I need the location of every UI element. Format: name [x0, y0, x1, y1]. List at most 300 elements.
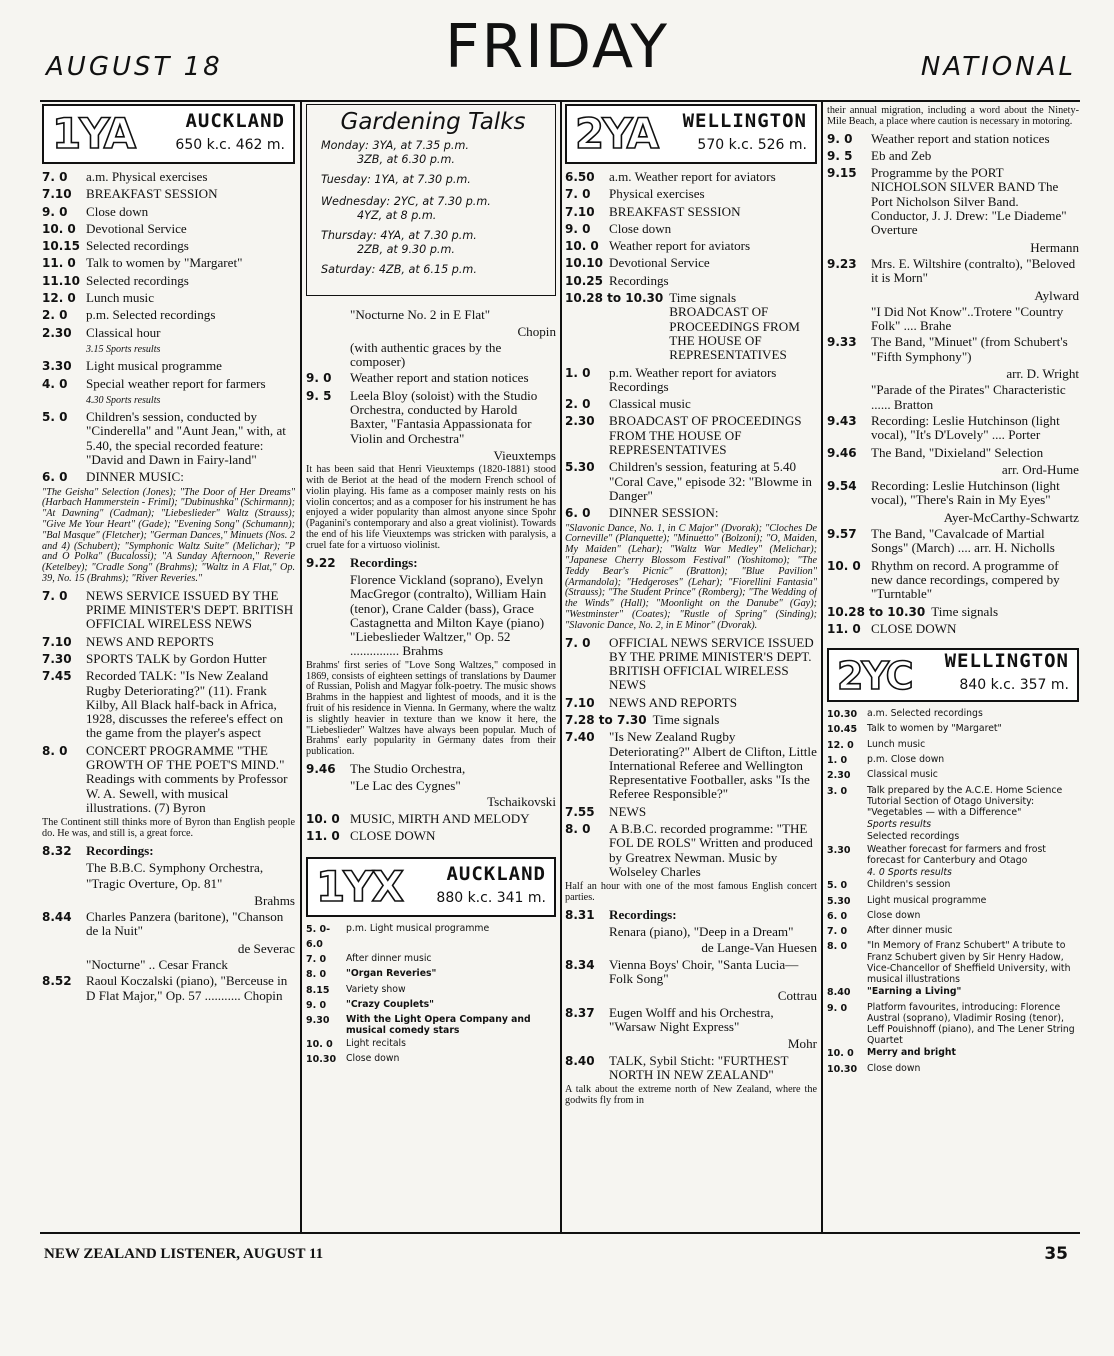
gardening-talk-line-2: 2ZB, at 9.30 p.m.	[357, 243, 455, 257]
station-block-2ya	[565, 104, 817, 164]
programme-time: 7.10	[565, 204, 595, 219]
programme-entry	[565, 805, 817, 819]
programme-time: 10. 0	[306, 811, 340, 826]
programme-time: 9.54	[827, 479, 857, 494]
programme-entry	[306, 389, 556, 446]
programme-time: 2. 0	[565, 397, 591, 412]
programme-note: their annual migration, including a word about the Ninety-Mile Beach, a place where caution is necessary in motoring.	[827, 105, 1079, 127]
programme-continuation: Vieuxtemps	[493, 447, 556, 463]
programme-entry	[565, 908, 817, 922]
programme-time: 5.30	[565, 460, 595, 475]
programme-time: 1. 0	[565, 365, 591, 380]
programme-title: Selected recordings	[86, 238, 189, 254]
programme-title: Recording: Leslie Hutchinson (light vocal), "It's D'Lovely" .... Porter	[871, 412, 1060, 443]
programme-time: 5. 0	[827, 880, 848, 892]
programme-entry	[565, 205, 817, 219]
programme-title: Recordings	[609, 272, 669, 288]
programme-entry	[42, 377, 295, 391]
programme-time: 8.32	[42, 843, 72, 858]
gardening-talks-schedule	[321, 139, 545, 277]
column-divider	[300, 100, 302, 1232]
programme-entry	[42, 326, 295, 340]
programme-title: Recordings:	[86, 842, 154, 858]
programme-entry	[42, 187, 295, 201]
programme-time: 1. 0	[827, 754, 848, 766]
station-logo: 1YA	[52, 109, 135, 158]
programme-time: 10. 0	[42, 221, 76, 236]
programme-time: 3.30	[827, 844, 851, 856]
column-divider	[821, 100, 823, 1232]
programme-list	[565, 170, 817, 1107]
programme-title: Devotional Service	[609, 255, 710, 271]
programme-continuation: de Severac	[237, 940, 295, 956]
programme-entry	[827, 925, 1079, 939]
programme-time: 9.30	[306, 1015, 330, 1027]
programme-entry	[827, 414, 1079, 443]
programme-entry	[42, 669, 295, 740]
programme-title: BREAKFAST SESSION	[609, 203, 741, 219]
programme-title: After dinner music	[346, 952, 432, 964]
programme-title: "Is New Zealand Rugby Deteriorating?" Albert de Clifton, Little International Referee and Wellington Representative Footballer, asks "Is the Referee Responsible?"	[609, 729, 817, 802]
gardening-talk-line-2: 3ZB, at 6.30 p.m.	[357, 153, 455, 167]
programme-time: 8.40	[565, 1053, 595, 1068]
programme-entry	[306, 923, 556, 952]
programme-entry	[42, 291, 295, 305]
programme-list-small	[306, 923, 556, 1067]
programme-entry	[565, 291, 817, 362]
programme-time: 8.15	[306, 984, 330, 996]
programme-time: 7. 0	[42, 588, 68, 603]
programme-time: 10.28 to 10.30	[827, 604, 926, 619]
programme-time: 11. 0	[42, 256, 76, 271]
programme-time: 11. 0	[306, 829, 340, 844]
programme-time: 9. 0	[827, 1002, 848, 1014]
programme-entry	[42, 170, 295, 184]
programme-time: 10.30	[827, 709, 858, 721]
programme-time: 3.30	[42, 359, 72, 374]
station-logo: 2YA	[575, 109, 658, 158]
programme-title: Time signals	[652, 711, 720, 727]
programme-entry	[306, 1014, 556, 1036]
programme-title: Weather report and station notices	[350, 370, 529, 386]
programme-time: 7.10	[42, 187, 72, 202]
programme-time: 2.30	[827, 770, 851, 782]
programme-title: Recordings:	[350, 554, 418, 570]
programme-title: Talk prepared by the A.C.E. Home Science Tutorial Section of Otago University: "Vegetables — with a Difference"	[867, 784, 1063, 818]
programme-time: 9.15	[827, 166, 857, 181]
programme-entry	[827, 1002, 1079, 1047]
programme-entry	[306, 953, 556, 967]
programme-entry	[827, 785, 1079, 819]
programme-continuation: Renara (piano), "Deep in a Dream"	[609, 924, 794, 940]
programme-entry	[827, 257, 1079, 286]
gardening-talk-line: Tuesday: 1YA, at 7.30 p.m.	[321, 173, 471, 187]
programme-entry	[827, 622, 1079, 636]
programme-title: Weather report and station notices	[871, 130, 1050, 146]
programme-title: The Band, "Minuet" (from Schubert's "Fifth Symphony")	[871, 334, 1068, 364]
programme-title: Close down	[867, 909, 921, 921]
programme-entry	[827, 867, 1079, 878]
programme-entry	[565, 1054, 817, 1083]
programme-entry	[827, 166, 1079, 237]
programme-entry	[306, 999, 556, 1013]
programme-title: "Crazy Couplets"	[346, 998, 435, 1010]
programme-title: Classical hour	[86, 324, 161, 340]
programme-time: 5. 0-6.0	[306, 924, 331, 950]
programme-time: 9. 5	[306, 388, 332, 403]
programme-time: 11.10	[42, 273, 80, 288]
programme-title: Mrs. E. Wiltshire (contralto), "Beloved it is Morn"	[871, 255, 1076, 286]
programme-title: p.m. Selected recordings	[86, 307, 216, 323]
programme-time: 9. 0	[306, 371, 332, 386]
programme-time: 9.46	[306, 761, 336, 776]
programme-time: 9.23	[827, 256, 857, 271]
programme-entry	[42, 635, 295, 649]
programme-title: Close down	[86, 203, 149, 219]
programme-entry	[306, 762, 556, 776]
programme-entry	[306, 968, 556, 982]
programme-title: A B.B.C. recorded programme: "THE FOL DE ROLS" Written and produced by Greatrex Newman. Music by Wolseley Charles	[609, 821, 813, 879]
programme-entry	[42, 359, 295, 373]
programme-title: Programme by the PORT NICHOLSON SILVER BAND The Port Nicholson Silver Band. Conductor, J. J. Drew: "Le Diademe" Overture	[871, 165, 1067, 238]
programme-entry	[42, 274, 295, 288]
programme-entry	[42, 589, 295, 632]
programme-entry	[565, 239, 817, 253]
programme-continuation: The B.B.C. Symphony Orchestra,	[86, 860, 264, 876]
programme-time: 10.28 to 10.30	[565, 291, 664, 306]
station-logo: 1YX	[316, 862, 403, 912]
footer-page-number: 35	[1044, 1244, 1068, 1264]
programme-time: 10. 0	[306, 1038, 333, 1050]
programme-title: Close down	[867, 1062, 921, 1074]
programme-time: 11. 0	[827, 621, 861, 636]
programme-title: The Band, "Cavalcade of Martial Songs" (March) .... arr. H. Nicholls	[871, 526, 1055, 556]
programme-entry	[827, 831, 1079, 842]
programme-continuation: (with authentic graces by the composer)	[350, 339, 502, 370]
programme-time: 8.52	[42, 974, 72, 989]
programme-continuation: "Nocturne No. 2 in E Flat"	[350, 307, 491, 323]
programme-time: 8.40	[827, 987, 851, 999]
programme-title: DINNER MUSIC:	[86, 469, 184, 485]
programme-entry	[42, 239, 295, 253]
programme-title: NEWS SERVICE ISSUED BY THE PRIME MINISTER'S DEPT. BRITISH OFFICIAL WIRELESS NEWS	[86, 587, 294, 632]
programme-entry	[565, 636, 817, 693]
programme-title: a.m. Selected recordings	[867, 708, 983, 720]
programme-entry	[827, 769, 1079, 783]
programme-time: 8.37	[565, 1005, 595, 1020]
programme-entry	[306, 984, 556, 998]
programme-title: NEWS AND REPORTS	[609, 694, 737, 710]
programme-note: The Continent still thinks more of Byron than English people do. He was, and still is, a great force.	[42, 817, 295, 840]
programme-title: p.m. Weather report for aviators Recordings	[609, 364, 777, 394]
programme-title: Recorded TALK: "Is New Zealand Rugby Deteriorating?" (11). Frank Kilby, All Black half-back in Africa, 1928, discusses the referee's effect on the game from the player's aspect	[86, 668, 283, 741]
programme-note: Brahms' first series of "Love Song Waltzes," composed in 1869, consists of eighteen settings of translations by Daumer of Russian, Polish and Magyar folk-poetry. The music shows Brahms in the happiest and lightest of moods, and it is the fruit of his residence in Vienna. In Germany, where the waltz is slightly heavier in texture than we know it here, the "Liebeslieder" Waltzes have always been popular. Much of Brahms' early popularity in Germany dates from their publication.	[306, 659, 556, 758]
programme-time: 9. 0	[42, 204, 68, 219]
programme-title: Recording: Leslie Hutchinson (light vocal), "There's Rain in My Eyes"	[871, 478, 1060, 508]
programme-entry	[42, 910, 295, 939]
programme-time: 6. 0	[42, 470, 68, 485]
programme-time: 10. 0	[827, 1048, 854, 1060]
station-name: AUCKLAND	[185, 110, 285, 132]
programme-entry	[42, 470, 295, 484]
gardening-talk-line: Wednesday: 2YC, at 7.30 p.m.	[321, 195, 491, 209]
programme-continuation: arr. D. Wright	[1006, 366, 1079, 382]
programme-entry	[827, 446, 1079, 460]
programme-continuation: "I Did Not Know"..Trotere "Country Folk" .... Brahe	[871, 303, 1064, 334]
gardening-talk-line: Thursday: 4YA, at 7.30 p.m.	[321, 229, 477, 243]
programme-entry	[306, 556, 556, 570]
programme-title: After dinner music	[867, 925, 953, 937]
programme-entry	[306, 1053, 556, 1067]
page-day-title: FRIDAY	[444, 12, 670, 82]
station-frequency: 570 k.c. 526 m.	[697, 137, 807, 153]
programme-entry	[565, 1006, 817, 1035]
bottom-rule	[40, 1232, 1080, 1234]
programme-time: 9.57	[827, 527, 857, 542]
programme-continuation: Hermann	[1030, 239, 1079, 255]
programme-time: 7.30	[42, 652, 72, 666]
programme-time: 10.25	[565, 273, 603, 288]
programme-continuation: Mohr	[787, 1036, 817, 1052]
station-logo: 2YC	[837, 654, 912, 699]
programme-time: 10. 0	[565, 239, 599, 254]
programme-time: 7.40	[565, 730, 595, 745]
programme-entry	[827, 754, 1079, 768]
station-frequency: 650 k.c. 462 m.	[175, 137, 285, 153]
programme-title: Physical exercises	[609, 186, 705, 202]
programme-title: Weather report for aviators	[609, 238, 751, 254]
programme-time: 8.31	[565, 907, 595, 922]
programme-time: 9. 5	[827, 148, 853, 163]
station-frequency: 840 k.c. 357 m.	[959, 677, 1069, 694]
programme-title: OFFICIAL NEWS SERVICE ISSUED BY THE PRIME MINISTER'S DEPT. BRITISH OFFICIAL WIRELESS NEWS	[609, 634, 814, 693]
station-name: WELLINGTON	[944, 650, 1069, 673]
page-network-label: NATIONAL	[920, 52, 1076, 82]
programme-title: Close down	[346, 1052, 400, 1064]
station-block-1yx	[306, 857, 556, 917]
programme-entry	[42, 410, 295, 467]
programme-title: Devotional Service	[86, 220, 187, 236]
programme-title: Talk to women by "Margaret"	[86, 255, 243, 271]
programme-entry	[565, 187, 817, 201]
programme-title: Eugen Wolff and his Orchestra, "Warsaw Night Express"	[609, 1004, 774, 1034]
programme-title: NEWS AND REPORTS	[86, 633, 214, 649]
programme-time: 7. 0	[42, 170, 68, 184]
programme-entry	[565, 414, 817, 457]
column-2ya	[565, 104, 817, 1232]
column-1yA	[42, 104, 295, 1232]
programme-title: p.m. Close down	[867, 753, 945, 765]
programme-entry	[827, 605, 1079, 619]
programme-title: Classical music	[867, 769, 938, 781]
programme-title: Rhythm on record. A programme of new dance recordings, compered by "Turntable"	[871, 557, 1060, 602]
programme-title: "Earning a Living"	[867, 986, 962, 998]
programme-title: Vienna Boys' Choir, "Santa Lucia—Folk Song"	[609, 956, 799, 987]
programme-title: Light musical programme	[867, 894, 987, 906]
programme-time	[827, 819, 867, 830]
programme-time: 9.43	[827, 413, 857, 428]
programme-time: 7. 0	[827, 926, 848, 938]
programme-list	[306, 308, 556, 843]
programme-entry	[42, 652, 295, 666]
programme-title: Charles Panzera (baritone), "Chanson de la Nuit"	[86, 909, 284, 939]
programme-title: Light musical programme	[86, 358, 222, 374]
programme-title: The Band, "Dixieland" Selection	[871, 444, 1044, 460]
programme-entry	[42, 205, 295, 219]
programme-entry	[827, 1047, 1079, 1061]
programme-entry	[827, 819, 1079, 830]
programme-continuation: Chopin	[517, 323, 556, 339]
gardening-talk-line-2: 4YZ, at 8 p.m.	[357, 209, 437, 223]
station-name: WELLINGTON	[682, 110, 807, 132]
programme-note: A talk about the extreme north of New Zealand, where the godwits fly from in	[565, 1084, 817, 1106]
programme-list	[42, 170, 295, 1003]
programme-time: 5.30	[827, 895, 851, 907]
programme-title: Time signals	[931, 603, 999, 619]
programme-list-small	[827, 708, 1079, 1077]
programme-time: 10.10	[565, 256, 603, 271]
programme-entry	[42, 256, 295, 270]
programme-title: Recordings:	[609, 906, 677, 922]
programme-continuation: Tschaikovski	[487, 794, 556, 810]
programme-title: Lunch music	[86, 290, 155, 306]
programme-entry	[827, 149, 1079, 163]
programme-time: 7.10	[42, 634, 72, 649]
programme-title: Children's session, conducted by "Cinderella" and "Aunt Jean," with, at 5.40, the special recorded feature: "David and Dawn in Fairy-land"	[86, 409, 286, 468]
programme-entry	[827, 1063, 1079, 1077]
programme-title: The Studio Orchestra,	[350, 760, 466, 776]
programme-title: Time signals BROADCAST OF PROCEEDINGS FROM THE HOUSE OF REPRESENTATIVES	[669, 290, 800, 363]
programme-entry	[827, 940, 1079, 985]
programme-entry	[827, 132, 1079, 146]
programme-title: Leela Bloy (soloist) with the Studio Orchestra, conducted by Harold Baxter, "Fantasia Appassionata for Violin and Orchestra"	[350, 387, 538, 446]
programme-note: "Slavonic Dance, No. 1, in C Major" (Dvorak); "Cloches De Corneville" (Planquette); "Minuetto" (Bolzoni); "O, Maiden, My Maiden" (Lehar); "Waltz War Medley" (Melichar); "Japanese Cherry Blossom Festival" (Yoshitomo); "The Teddy Bear's Picnic" (Bratton); "Blue Pavilion" (Armandola); "Hedgeroses" (Lehar); "Fiorellini Fantasia" (Strauss); "The Student Prince" (Romberg); "The Wedding of the Winds" (Hall); "Moonlight on the Danube" (Gay); "Westminster" (Coates); "Rustle of Spring" (Sinding); "Slavonic Dance, No. 2, in E Minor" (Dvorak).	[565, 522, 817, 631]
station-name: AUCKLAND	[446, 863, 546, 886]
programme-continuation: arr. Ord-Hume	[1001, 461, 1079, 477]
programme-entry	[42, 844, 295, 858]
programme-title: "Organ Reveries"	[346, 968, 437, 980]
programme-time: 9. 0	[827, 131, 853, 146]
programme-continuation: Ayer-McCarthy-Schwartz	[943, 509, 1079, 525]
station-frequency: 880 k.c. 341 m.	[436, 890, 546, 907]
programme-title: Raoul Koczalski (piano), "Berceuse in D Flat Major," Op. 57 ........... Chopin	[86, 973, 288, 1003]
programme-time	[827, 867, 867, 878]
programme-time: 3. 0	[827, 785, 848, 797]
programme-title: BREAKFAST SESSION	[86, 186, 218, 202]
programme-continuation: 4.30 Sports results	[86, 394, 161, 406]
gardening-talks-box	[306, 104, 556, 296]
programme-entry	[565, 506, 817, 520]
programme-title: Light recitals	[346, 1037, 406, 1049]
programme-continuation: Aylward	[1034, 287, 1079, 303]
programme-time: 8.34	[565, 957, 595, 972]
programme-time: 10.45	[827, 724, 858, 736]
programme-entry	[565, 460, 817, 503]
programme-time: 2. 0	[42, 308, 68, 323]
programme-title: TALK, Sybil Sticht: "FURTHEST NORTH IN NEW ZEALAND"	[609, 1052, 789, 1082]
programme-time: 9.22	[306, 555, 336, 570]
programme-time: 10.15	[42, 239, 80, 254]
programme-time: 7.10	[565, 695, 595, 710]
programme-entry	[42, 744, 295, 815]
page-date: AUGUST 18	[46, 52, 223, 82]
programme-continuation: "Parade of the Pirates" Characteristic ...... Bratton	[871, 382, 1066, 412]
programme-title: Children's session, featuring at 5.40 "Coral Cave," episode 32: "Blowme in Danger"	[609, 459, 812, 503]
programme-title: a.m. Physical exercises	[86, 169, 208, 184]
programme-time: 12. 0	[42, 291, 76, 306]
programme-continuation: "Le Lac des Cygnes"	[350, 778, 461, 794]
programme-continuation: "Tragic Overture, Op. 81"	[86, 876, 223, 892]
programme-continuation: "Nocturne" .. Cesar Franck	[86, 956, 228, 972]
programme-time: 5. 0	[42, 410, 68, 425]
programme-time: 7.55	[565, 804, 595, 819]
programme-title: Merry and bright	[867, 1047, 956, 1059]
programme-time: 12. 0	[827, 739, 854, 751]
programme-note: It has been said that Henri Vieuxtemps (1820-1881) stood with de Beriot at the head of the modern French school of violin playing. His fame as a composer mainly rests on his violin concertos; and as a composer for his instrument he has enjoyed a wider popularity than almost anyone since Spohr (Paganini's contemporary and also a great violinist). Towards the end of his life Vieuxtemps was stricken with paralysis, a cruel fate for a virtuoso violinist.	[306, 464, 556, 551]
programme-entry	[565, 713, 817, 727]
programme-note: "The Geisha" Selection (Jones); "The Door of Her Dreams" (Harbach Hammerstein - Friml); "Dubinushka" (Schirmann); "At Dawning" (Cadman); "Liebeslieder" Waltz (Strauss); "Give Me Your Heart" (Gade); "Evening Song" (Schumann); "Bal Masque" (Fletcher); "German Dances," Minuets (Nos. 2 and 4) (Schubert); "Symphonic Waltz Suite" (Melichar); "P and O Polka" (Bucalossi); "A Sunday Afternoon," Reverie (Ketelbey); "Cradle Song" (Brahms); "Waltz in A Flat," Op. 39, No. 15 (Brahms); "River Reveries."	[42, 486, 295, 585]
programme-note: Half an hour with one of the most famous English concert parties.	[565, 881, 817, 904]
column-divider	[560, 100, 562, 1232]
programme-time: 6. 0	[565, 506, 591, 521]
programme-title: DINNER SESSION:	[609, 505, 719, 521]
programme-title: p.m. Light musical programme	[346, 923, 490, 935]
programme-entry	[42, 222, 295, 236]
programme-entry	[827, 527, 1079, 556]
programme-title: a.m. Weather report for aviators	[609, 169, 776, 184]
programme-entry	[827, 844, 1079, 866]
programme-time: 4. 0	[42, 376, 68, 391]
programme-title: MUSIC, MIRTH AND MELODY	[350, 810, 530, 826]
programme-time	[827, 831, 867, 842]
programme-entry	[565, 222, 817, 236]
programme-entry	[827, 879, 1079, 893]
programme-continuation: Florence Vickland (soprano), Evelyn MacGregor (contralto), William Hain (tenor), Crane Calder (bass), Grace Castagnetta and Milton Kaye (piano) "Liebeslieder Waltzer," Op. 52 ............... Brahms	[350, 571, 547, 659]
programme-entry	[306, 812, 556, 826]
programme-title: Weather forecast for farmers and frost forecast for Canterbury and Otago	[867, 843, 1046, 866]
programme-title: Selected recordings	[867, 831, 960, 843]
programme-time: 6.50	[565, 170, 595, 184]
programme-entry	[827, 335, 1079, 364]
programme-title: Platform favourites, introducing: Florence Austral (soprano), Vladimir Rosing (tenor), Leff Pouishnoff (piano), and The Lener String Quartet	[867, 1001, 1075, 1047]
programme-time: 6. 0	[827, 910, 848, 922]
gardening-talks-title: Gardening Talks	[340, 109, 526, 135]
programme-entry	[306, 371, 556, 385]
programme-entry	[827, 986, 1079, 1000]
programme-title: Variety show	[346, 983, 406, 995]
column-gardening-and-1ya	[306, 104, 556, 1232]
programme-entry	[42, 308, 295, 322]
programme-entry	[565, 696, 817, 710]
programme-entry	[827, 895, 1079, 909]
programme-title: "In Memory of Franz Schubert" A tribute to Franz Schubert given by Sir Henry Hadow, Vice-Chancellor of Sheffield University, with musical illustrations	[867, 940, 1071, 985]
programme-entry	[827, 708, 1079, 722]
programme-continuation: Cottrau	[777, 988, 817, 1004]
programme-title: With the Light Opera Company and musical comedy stars	[346, 1014, 531, 1037]
programme-time: 10. 0	[827, 558, 861, 573]
programme-time: 9. 0	[565, 221, 591, 236]
programme-time: 8. 0	[827, 941, 848, 953]
programme-continuation: de Lange-Van Huesen	[701, 940, 817, 956]
programme-entry	[306, 1038, 556, 1052]
programme-time: 9. 0	[306, 999, 327, 1011]
programme-time: 2.30	[565, 414, 595, 429]
programme-entry	[565, 366, 817, 395]
programme-entry	[565, 397, 817, 411]
programme-title: CLOSE DOWN	[350, 828, 436, 844]
programme-list	[827, 106, 1079, 636]
programme-time: 8. 0	[42, 743, 68, 758]
